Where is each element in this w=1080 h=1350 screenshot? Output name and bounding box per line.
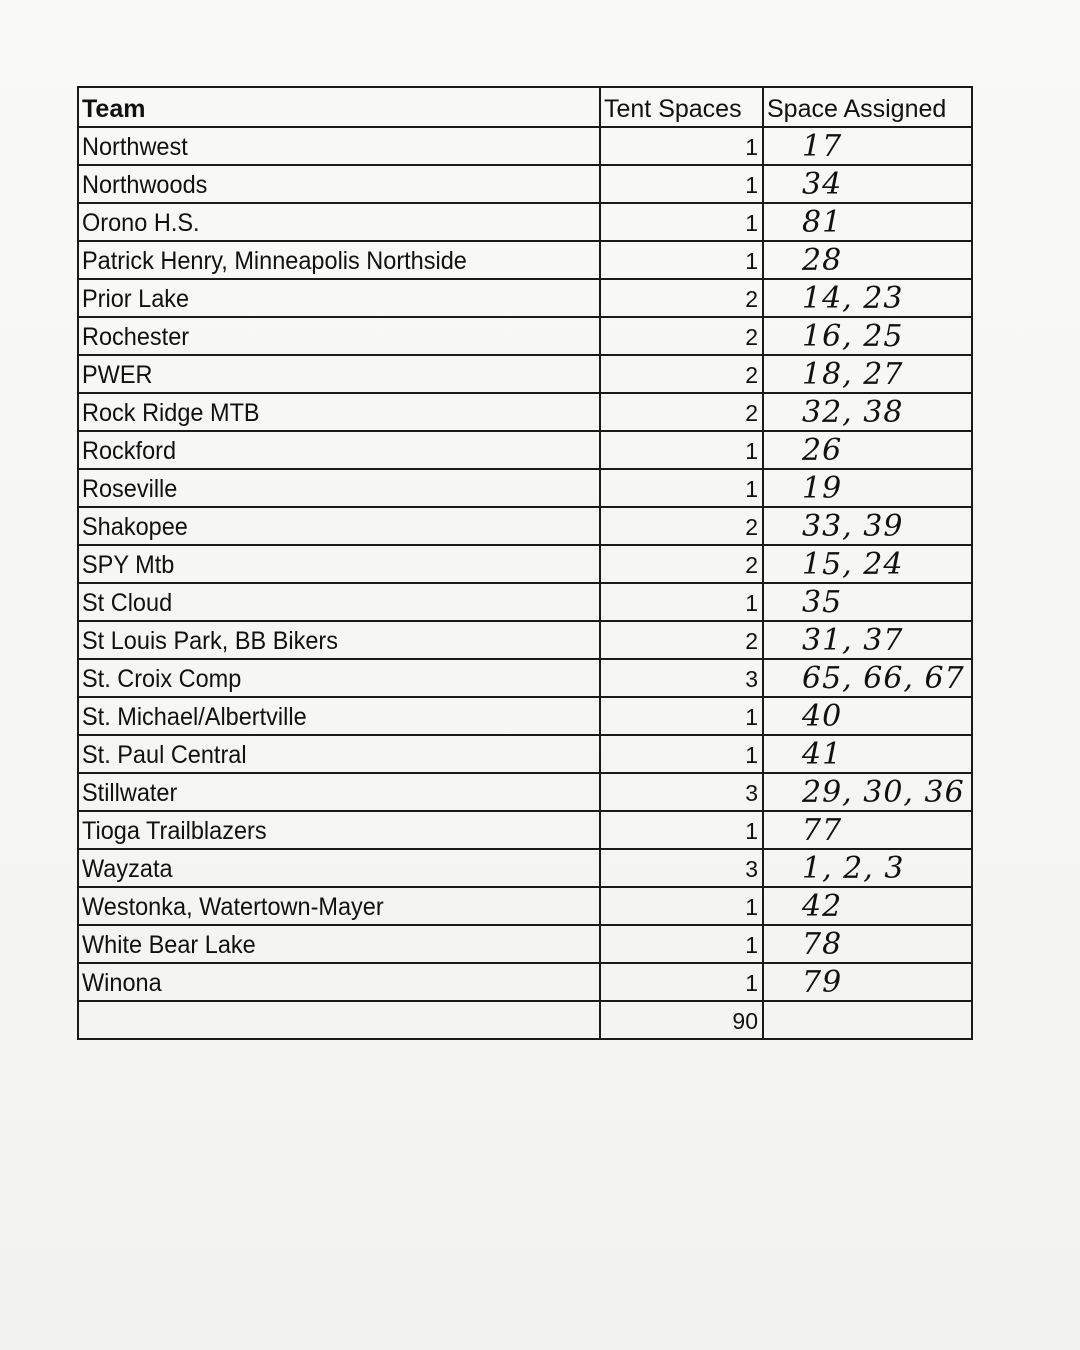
tent-spaces-cell: 1	[600, 735, 763, 773]
space-assigned-cell: 26	[763, 431, 972, 469]
space-assigned-cell: 28	[763, 241, 972, 279]
tent-spaces-cell: 2	[600, 317, 763, 355]
team-name-cell	[78, 811, 600, 849]
table-row	[78, 241, 972, 279]
table-row	[78, 735, 972, 773]
team-name: St. Paul Central	[82, 741, 247, 769]
space-assigned-cell: 77	[763, 811, 972, 849]
team-name: SPY Mtb	[82, 551, 175, 579]
team-name-cell	[78, 621, 600, 659]
team-name: Rock Ridge MTB	[82, 399, 260, 427]
table-row	[78, 849, 972, 887]
table-row	[78, 773, 972, 811]
space-assigned-cell: 41	[763, 735, 972, 773]
table-row	[78, 431, 972, 469]
table-row	[78, 887, 972, 925]
space-assigned-cell: 33, 39	[763, 507, 972, 545]
total-team-cell	[78, 1001, 600, 1039]
space-assigned-cell: 79	[763, 963, 972, 1001]
table-row	[78, 279, 972, 317]
team-name-cell	[78, 127, 600, 165]
team-name: Northwoods	[82, 171, 208, 199]
team-name: Patrick Henry, Minneapolis Northside	[82, 247, 467, 275]
tent-spaces-cell: 1	[600, 583, 763, 621]
tent-spaces-cell: 2	[600, 621, 763, 659]
total-row	[78, 1001, 972, 1039]
space-assigned-cell: 16, 25	[763, 317, 972, 355]
space-assigned-cell: 35	[763, 583, 972, 621]
tent-spaces-cell: 2	[600, 545, 763, 583]
team-name-cell	[78, 963, 600, 1001]
space-assigned-cell: 81	[763, 203, 972, 241]
space-assigned-cell: 29, 30, 36	[763, 773, 972, 811]
table-row	[78, 507, 972, 545]
total-space-assigned	[763, 1001, 972, 1039]
team-name-cell	[78, 317, 600, 355]
team-name: Shakopee	[82, 513, 188, 541]
tent-spaces-cell: 1	[600, 887, 763, 925]
team-column-header: Team	[78, 87, 600, 127]
team-name-cell	[78, 279, 600, 317]
tent-spaces-cell: 1	[600, 241, 763, 279]
tent-spaces-cell: 1	[600, 203, 763, 241]
tent-spaces-cell: 2	[600, 355, 763, 393]
header-row	[78, 87, 972, 127]
tent-spaces-cell: 1	[600, 469, 763, 507]
tent-assignment-table	[77, 86, 973, 1040]
team-name: Rockford	[82, 437, 177, 465]
space-assigned-cell: 32, 38	[763, 393, 972, 431]
table-row	[78, 127, 972, 165]
table-row	[78, 697, 972, 735]
space-assigned-cell: 78	[763, 925, 972, 963]
team-name-cell	[78, 849, 600, 887]
team-name: St Cloud	[82, 589, 173, 617]
tent-spaces-cell: 1	[600, 431, 763, 469]
team-name: Stillwater	[82, 779, 178, 807]
tent-spaces-cell: 1	[600, 165, 763, 203]
space-assigned-cell: 34	[763, 165, 972, 203]
team-name-cell	[78, 697, 600, 735]
table-row	[78, 621, 972, 659]
team-name: Wayzata	[82, 855, 173, 883]
team-name-cell	[78, 583, 600, 621]
team-name-cell	[78, 431, 600, 469]
space-assigned-column-header: Space Assigned	[763, 87, 972, 127]
team-name: St Louis Park, BB Bikers	[82, 627, 338, 655]
team-name-cell	[78, 507, 600, 545]
team-name-cell	[78, 887, 600, 925]
space-assigned-cell: 18, 27	[763, 355, 972, 393]
space-assigned-cell: 15, 24	[763, 545, 972, 583]
table-row	[78, 583, 972, 621]
tent-spaces-cell: 3	[600, 849, 763, 887]
team-name: Northwest	[82, 133, 188, 161]
tent-spaces-column-header: Tent Spaces	[600, 87, 763, 127]
space-assigned-cell: 14, 23	[763, 279, 972, 317]
table-row	[78, 963, 972, 1001]
table-row	[78, 925, 972, 963]
team-name-cell	[78, 659, 600, 697]
team-name-cell	[78, 735, 600, 773]
tent-spaces-cell: 1	[600, 697, 763, 735]
table-body	[78, 127, 972, 1001]
team-name-cell	[78, 165, 600, 203]
table-row	[78, 317, 972, 355]
tent-spaces-cell: 3	[600, 659, 763, 697]
team-name: Tioga Trailblazers	[82, 817, 267, 845]
space-assigned-cell: 65, 66, 67	[763, 659, 972, 697]
tent-spaces-cell: 1	[600, 925, 763, 963]
table-row	[78, 659, 972, 697]
table-row	[78, 165, 972, 203]
team-name-cell	[78, 773, 600, 811]
tent-spaces-cell: 2	[600, 279, 763, 317]
tent-spaces-cell: 1	[600, 811, 763, 849]
table-row	[78, 355, 972, 393]
team-name-cell	[78, 203, 600, 241]
space-assigned-cell: 1, 2, 3	[763, 849, 972, 887]
team-name: St. Croix Comp	[82, 665, 242, 693]
tent-spaces-cell: 1	[600, 963, 763, 1001]
team-name: Orono H.S.	[82, 209, 200, 237]
team-name: Westonka, Watertown-Mayer	[82, 893, 384, 921]
team-name-cell	[78, 925, 600, 963]
tent-spaces-cell: 1	[600, 127, 763, 165]
team-name-cell	[78, 469, 600, 507]
space-assigned-cell: 42	[763, 887, 972, 925]
table-row	[78, 545, 972, 583]
total-tent-spaces: 90	[600, 1001, 763, 1039]
space-assigned-cell: 17	[763, 127, 972, 165]
team-name-cell	[78, 355, 600, 393]
tent-spaces-cell: 2	[600, 507, 763, 545]
tent-spaces-cell: 2	[600, 393, 763, 431]
team-name: White Bear Lake	[82, 931, 256, 959]
table-row	[78, 469, 972, 507]
team-name-cell	[78, 393, 600, 431]
table-row	[78, 203, 972, 241]
team-name: Prior Lake	[82, 285, 190, 313]
space-assigned-cell: 40	[763, 697, 972, 735]
team-name: Roseville	[82, 475, 178, 503]
team-name: PWER	[82, 361, 153, 389]
table-row	[78, 811, 972, 849]
team-name: St. Michael/Albertville	[82, 703, 307, 731]
team-name-cell	[78, 545, 600, 583]
tent-spaces-cell: 3	[600, 773, 763, 811]
space-assigned-cell: 19	[763, 469, 972, 507]
team-name-cell	[78, 241, 600, 279]
table-row	[78, 393, 972, 431]
team-name: Rochester	[82, 323, 190, 351]
team-name: Winona	[82, 969, 162, 997]
space-assigned-cell: 31, 37	[763, 621, 972, 659]
